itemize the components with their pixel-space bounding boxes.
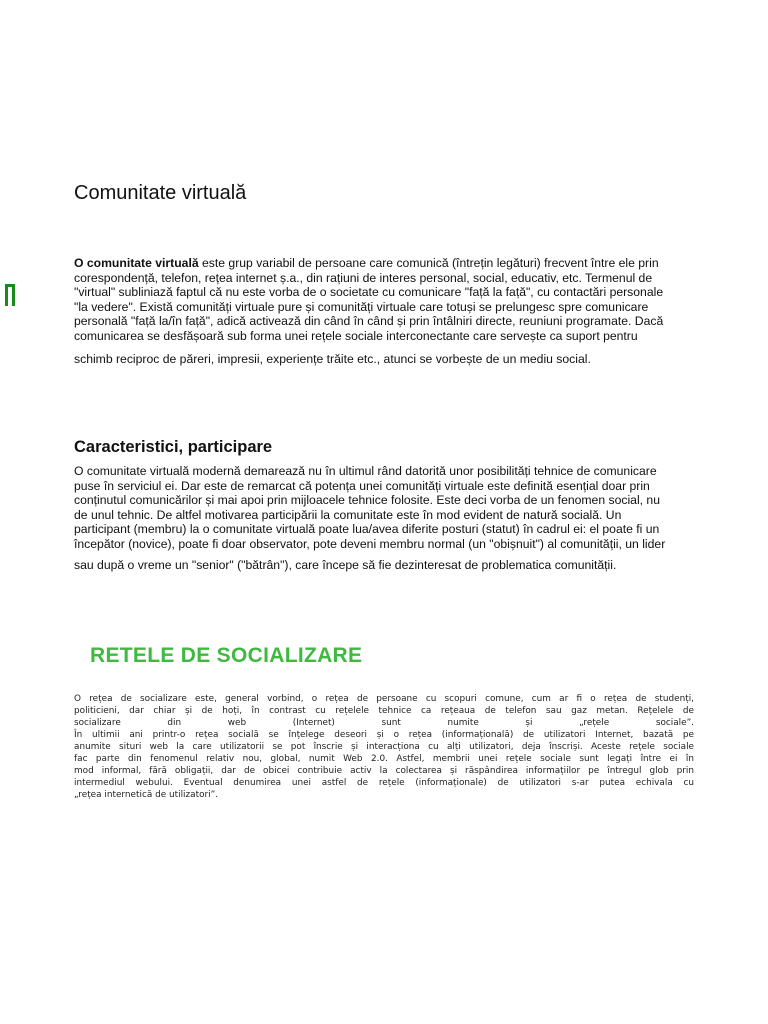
text-line: sau după o vreme un "senior" ("bătrân"), care începe să fie dezinteresat de problematica comunității.: [74, 558, 617, 572]
intro-last-line: [74, 352, 694, 367]
text-line: O rețea de socializare este, general vorbind, o rețea de persoane cu scopuri comune, cum ar fi o rețea de studenți,: [74, 694, 694, 704]
text-line: participant (membru) la o comunitate virtuală poate lua/avea diferite posturi (statut) în cadrul ei: el poate fi un: [74, 522, 660, 537]
text-line: anumite situri web la care utilizatorii se pot înscrie și interacționa cu alți utilizatori, deja înscriși. Aceste rețele sociale: [74, 742, 694, 752]
margin-bracket-icon: [5, 284, 15, 306]
section3-paragraph: [74, 693, 694, 801]
text-line: corespondență, telefon, rețea internet ș.a., din rațiuni de interes personal, social, educativ, etc. Termenul de: [74, 270, 653, 285]
green-heading: RETELE DE SOCIALIZARE: [90, 644, 363, 667]
text-line: fac parte din fenomenul relativ nou, global, numit Web 2.0. Astfel, membrii unei rețele sociale sunt legați între ei în: [74, 754, 694, 764]
text-line: "la vedere". Există comunități virtuale pure și comunități virtuale care totuși se prelungesc spre comunicare: [74, 299, 649, 314]
section2-paragraph: [74, 464, 694, 552]
text-line: mod informal, fără obligații, dar de obicei contribuie activ la colectarea și răspândirea informațiilor pe întregul glob prin: [74, 766, 694, 776]
section2-last-line: [74, 558, 694, 573]
text-line: intermediul webului. Eventual denumirea unei astfel de rețele (informaționale) de utilizatori s-ar putea echivala cu: [74, 778, 694, 788]
page-title: Comunitate virtuală: [74, 182, 247, 204]
text-line: „rețea internetică de utilizatori”.: [74, 790, 219, 800]
text-line: comunicarea se desfășoară sub forma unei rețele sociale interconectante care servește ca suport pentru: [74, 328, 638, 343]
text-line: puse în serviciul ei. Dar este de remarcat că potența unei comunități virtuale este definită esențial doar prin: [74, 478, 650, 493]
text-line: În ultimii ani printr-o rețea socială se înțelege deseori și o rețea (informațională) de utilizatori Internet, bazată pe: [74, 730, 694, 740]
text-line: O comunitate virtuală este grup variabil de persoane care comunică (întrețin legături) frecvent între ele prin: [74, 256, 659, 270]
text-line: personală "față la/în față", adică activează din când în când și prin întâlniri directe, reuniuni programate. Dacă: [74, 314, 664, 329]
text-line: O comunitate virtuală modernă demarează nu în ultimul rând datorită unor posibilități tehnice de comunicare: [74, 464, 657, 478]
section-heading: Caracteristici, participare: [74, 438, 273, 456]
text-line: politicieni, dar chiar și de hoți, în contrast cu rețelele tehnice ca rețeaua de telefon sau gaz metan. Rețelele de: [74, 706, 694, 716]
intro-paragraph: [74, 256, 694, 344]
text-line: începător (novice), poate fi doar observator, pote deveni membru normal (un "obișnuit") al comunității, un lider: [74, 536, 666, 551]
text-line: socializare din web (Internet) sunt numite și „rețele sociale”.: [74, 718, 694, 728]
text-line: schimb reciproc de păreri, impresii, experiențe trăite etc., atunci se vorbește de un mediu social.: [74, 352, 591, 366]
bold-lead: O comunitate virtuală: [74, 256, 199, 270]
text-line: de unul tehnic. De altfel motivarea participării la comunitate este în mod evident de natură socială. Un: [74, 507, 622, 522]
text-line: conținutul comunicărilor și mai apoi prin mijloacele tehnice folosite. Este deci vorba de un fenomen social, nu: [74, 493, 660, 508]
text-line: "virtual" subliniază faptul că nu este vorba de o societate cu comunicare "față la față", cu contactări personale: [74, 285, 664, 300]
